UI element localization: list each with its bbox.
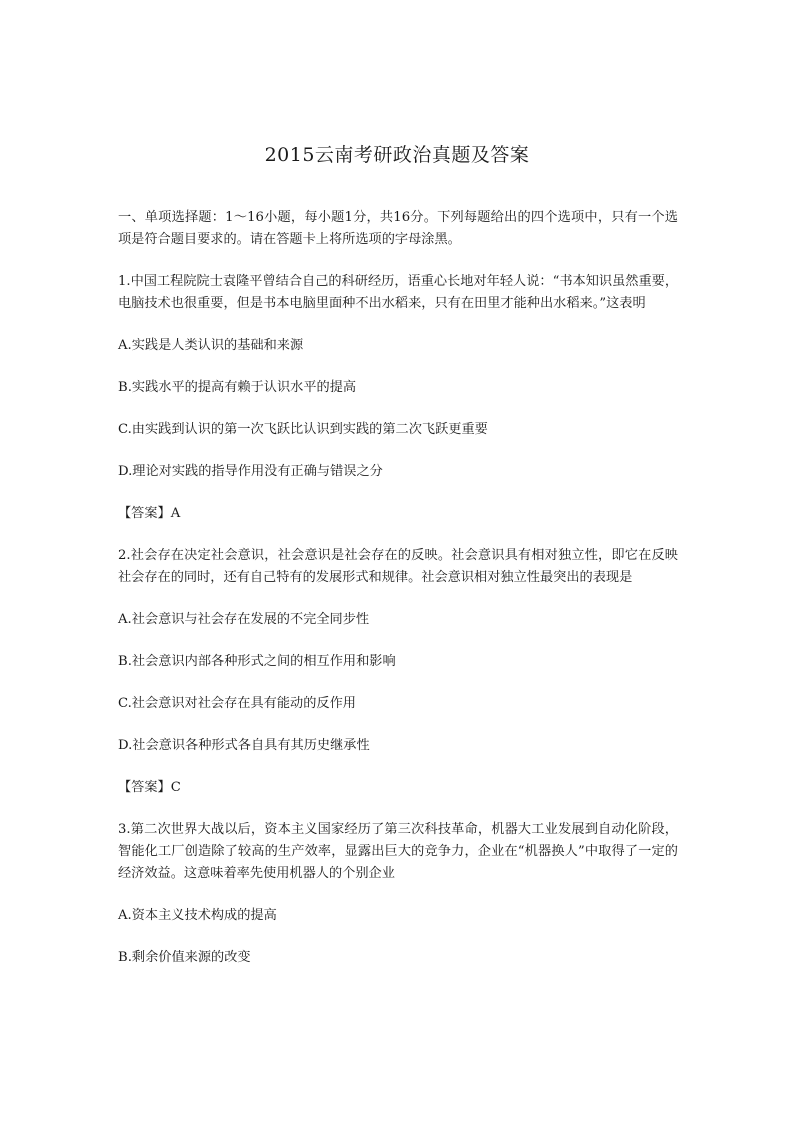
question-1-option-a: A.实践是人类认识的基础和来源 xyxy=(118,338,304,353)
question-1-option-c: C.由实践到认识的第一次飞跃比认识到实践的第二次飞跃更重要 xyxy=(118,422,488,437)
question-2-option-b: B.社会意识内部各种形式之间的相互作用和影响 xyxy=(118,654,396,669)
question-3-option-a: A.资本主义技术构成的提高 xyxy=(118,908,277,923)
question-2-stem: 2.社会存在决定社会意识，社会意识是社会存在的反映。社会意识具有相对独立性，即它在反映社会存在的同时，还有自己特有的发展形式和规律。社会意识相对独立性最突出的表现是 xyxy=(118,548,678,585)
question-1-option-d: D.理论对实践的指导作用没有正确与错误之分 xyxy=(118,464,383,479)
question-2-option-d: D.社会意识各种形式各自具有其历史继承性 xyxy=(118,738,370,753)
question-1-stem: 1.中国工程院院士袁隆平曾结合自己的科研经历，语重心长地对年轻人说：“书本知识虽然重要，电脑技术也很重要，但是书本电脑里面种不出水稻来，只有在田里才能种出水稻来。”这表明 xyxy=(118,274,679,311)
question-1-option-b: B.实践水平的提高有赖于认识水平的提高 xyxy=(118,380,357,395)
question-3-stem: 3.第二次世界大战以后，资本主义国家经历了第三次科技革命，机器大工业发展到自动化阶段，智能化工厂创造除了较高的生产效率，显露出巨大的竞争力，企业在“机器换人”中取得了一定的经济效益。这意味着率先使用机器人的个别企业 xyxy=(118,822,678,881)
question-1-answer: 【答案】A xyxy=(118,506,181,521)
question-3-option-b: B.剩余价值来源的改变 xyxy=(118,950,251,965)
question-2-option-a: A.社会意识与社会存在发展的不完全同步性 xyxy=(118,612,370,627)
question-2-option-c: C.社会意识对社会存在具有能动的反作用 xyxy=(118,696,356,711)
section-instructions: 一、单项选择题：1～16小题，每小题1分，共16分。下列每题给出的四个选项中，只有一个选项是符合题目要求的。请在答题卡上将所选项的字母涂黑。 xyxy=(118,210,678,247)
document-body xyxy=(118,207,678,989)
document-title: 2015云南考研政治真题及答案 xyxy=(264,144,530,166)
question-2-answer: 【答案】C xyxy=(118,780,181,795)
